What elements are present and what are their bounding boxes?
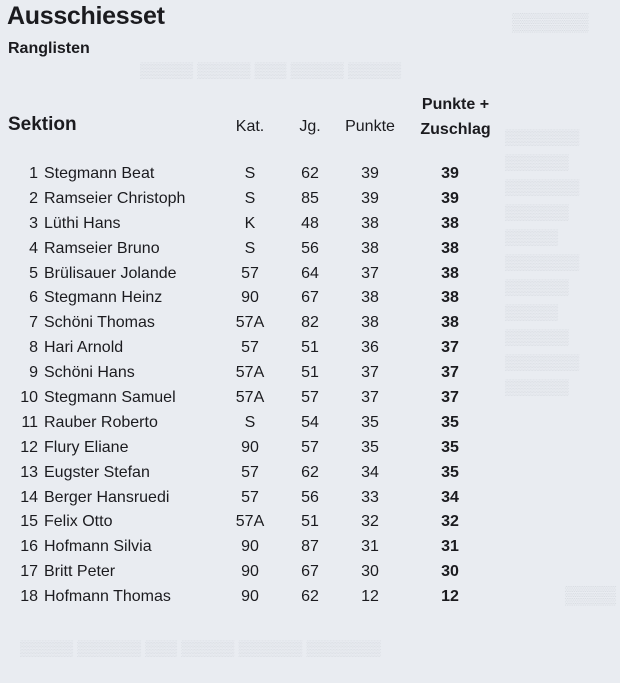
rank: 15 [20,513,38,531]
total-points: 35 [441,413,459,431]
points: 37 [361,264,379,282]
rank: 3 [29,214,38,232]
shooter-name: Hofmann Silvia [44,538,152,556]
category: 57 [241,339,259,357]
rank: 13 [20,463,38,481]
points: 38 [361,289,379,307]
rank: 7 [29,314,38,332]
total-points: 39 [441,165,459,182]
birth-year: 64 [301,264,319,282]
table-row [0,286,620,311]
table-row [0,162,620,187]
birth-year: 67 [301,563,319,581]
total-points: 37 [441,339,459,357]
category: 57A [235,314,265,332]
total-points: 39 [441,189,459,207]
total-points: 37 [441,389,459,407]
points: 35 [361,438,379,456]
page-subtitle: Ranglisten [8,40,90,57]
total-points: 34 [441,488,459,506]
shooter-name: Hari Arnold [44,339,124,357]
birth-year: 56 [301,488,319,506]
table-row [0,237,620,262]
total-points: 30 [441,563,459,581]
shooter-name: Flury Eliane [44,438,129,456]
category: 57 [241,264,259,282]
points: 32 [361,513,379,531]
rank: 8 [29,339,38,357]
rank: 17 [20,563,38,581]
table-row [0,510,620,535]
points: 34 [361,463,379,481]
points: 31 [361,538,379,556]
rank: 9 [29,364,38,382]
points: 35 [361,413,379,431]
total-points: 38 [441,289,459,307]
header-total [408,92,503,142]
total-points: 32 [441,513,459,531]
points: 38 [361,314,379,332]
rank: 5 [29,264,38,282]
total-points: 35 [441,438,459,456]
shooter-name: Rauber Roberto [44,413,158,431]
table-row [0,436,620,461]
header-year: Jg. [299,118,321,135]
total-points: 37 [441,364,459,382]
category: 57A [235,513,265,531]
rank: 18 [20,588,38,606]
table-row [0,386,620,411]
shooter-name: Britt Peter [44,563,116,581]
total-points: 31 [441,538,459,556]
points: 37 [361,389,379,407]
birth-year: 62 [301,463,319,481]
ranking-table [0,162,620,610]
total-points: 12 [441,588,459,606]
category: 57A [235,364,265,382]
header-category: Kat. [235,118,265,135]
shooter-name: Brülisauer Jolande [44,264,177,282]
birth-year: 54 [301,413,319,431]
birth-year: 87 [301,538,319,556]
points: 39 [361,189,379,207]
category: K [244,214,256,232]
category: 90 [241,289,259,307]
table-row [0,311,620,336]
category: 90 [241,538,259,556]
header-total-line2: Zuschlag [420,121,491,138]
points: 30 [361,563,379,581]
category: S [244,239,256,257]
table-row [0,560,620,585]
birth-year: 62 [301,588,319,606]
category: 90 [241,563,259,581]
birth-year: 51 [301,339,319,357]
points: 38 [361,239,379,257]
rank: 6 [29,289,38,307]
rank: 12 [20,438,38,456]
category: 90 [241,588,259,606]
section-label: Sektion [8,114,77,135]
category: 57 [241,463,259,481]
shooter-name: Hofmann Thomas [44,588,171,606]
rank: 10 [20,389,38,407]
table-row [0,187,620,212]
points: 36 [361,339,379,357]
table-row [0,486,620,511]
rank: 1 [29,165,38,182]
table-row [0,585,620,610]
shooter-name: Eugster Stefan [44,463,150,481]
birth-year: 85 [301,189,319,207]
points: 33 [361,488,379,506]
table-row [0,535,620,560]
shooter-name: Lüthi Hans [44,214,121,232]
birth-year: 48 [301,214,319,232]
shooter-name: Berger Hansruedi [44,488,170,506]
birth-year: 62 [301,165,319,182]
header-points: Punkte [345,118,395,135]
shooter-name: Ramseier Christoph [44,189,186,207]
total-points: 38 [441,214,459,232]
birth-year: 56 [301,239,319,257]
shooter-name: Stegmann Beat [44,165,155,182]
category: 57A [235,389,265,407]
rank: 16 [20,538,38,556]
total-points: 38 [441,314,459,332]
category: S [244,165,256,182]
shooter-name: Stegmann Samuel [44,389,176,407]
table-row [0,336,620,361]
shooter-name: Ramseier Bruno [44,239,160,257]
rank: 2 [29,189,38,207]
shooter-name: Schöni Hans [44,364,135,382]
total-points: 38 [441,264,459,282]
category: S [244,189,256,207]
page-title: Ausschiesset [7,2,165,30]
points: 12 [361,588,379,606]
birth-year: 51 [301,364,319,382]
birth-year: 57 [301,389,319,407]
shooter-name: Stegmann Heinz [44,289,163,307]
rank: 11 [21,413,38,431]
birth-year: 51 [301,513,319,531]
points: 39 [361,165,379,182]
table-row [0,361,620,386]
total-points: 38 [441,239,459,257]
birth-year: 67 [301,289,319,307]
points: 37 [361,364,379,382]
category: 57 [241,488,259,506]
birth-year: 82 [301,314,319,332]
shooter-name: Felix Otto [44,513,113,531]
table-row [0,262,620,287]
category: S [244,413,256,431]
rank: 4 [29,239,38,257]
birth-year: 57 [301,438,319,456]
table-row [0,411,620,436]
table-row [0,212,620,237]
points: 38 [361,214,379,232]
header-total-line1: Punkte + [421,96,490,113]
table-row [0,461,620,486]
shooter-name: Schöni Thomas [44,314,155,332]
rank: 14 [20,488,38,506]
total-points: 35 [441,463,459,481]
category: 90 [241,438,259,456]
